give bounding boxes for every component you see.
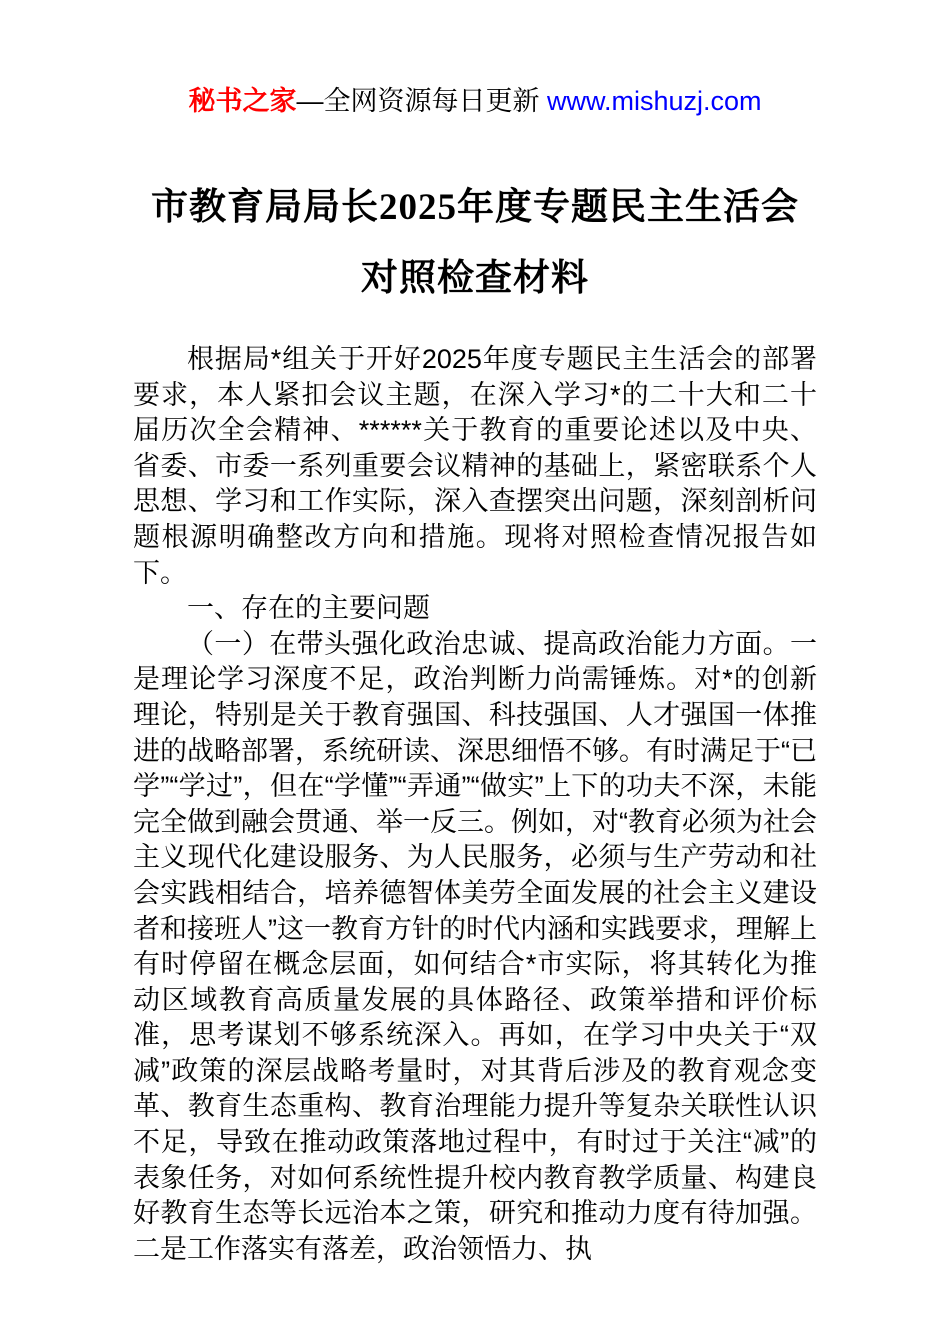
header-url-link[interactable]: www.mishuzj.com xyxy=(546,86,762,116)
document-title-line1: 市教育局局长2025年度专题民主生活会 xyxy=(151,187,799,228)
paragraph-political-loyalty-section: （一）在带头强化政治忠诚、提高政治能力方面。一是理论学习深度不足，政治判断力尚需锤炼。对*的创新理论，特别是关于教育强国、科技强国、人才强国一体推进的战略部署，系统研读、深思细悟不够。有时满足于“已学”“学过”，但在“学懂”“弄通”“做实”上下的功夫不深，未能完全做到融会贯通、举一反三。例如，对“教育必须为社会主义现代化建设服务、为人民服务，必须与生产劳动和社会实践相结合，培养德智体美劳全面发展的社会主义建设者和接班人”这一教育方针的时代内涵和实践要求，理解上有时停留在概念层面，如何结合*市实际，将其转化为推动区域教育高质量发展的具体路径、政策举措和评价标准，思考谋划不够系统深入。再如，在学习中央关于“双减”政策的深层战略考量时，对其背后涉及的教育观念变革、教育生态重构、教育治理能力提升等复杂关联性认识不足，导致在推动政策落地过程中，有时过于关注“减”的表象任务，对如何系统性提升校内教育教学质量、构建良好教育生态等长远治本之策，研究和推动力度有待加强。二是工作落实有落差，政治领悟力、执 xyxy=(133,628,817,1264)
document-body xyxy=(133,342,817,1267)
document-title xyxy=(0,172,950,314)
header-tagline: —全网资源每日更新 xyxy=(296,86,547,116)
paragraph-intro: 根据局*组关于开好2025年度专题民主生活会的部署要求，本人紧扣会议主题，在深入学习*的二十大和二十届历次全会精神、******关于教育的重要论述以及中央、省委、市委一系列重要会议精神的基础上，紧密联系个人思想、学习和工作实际，深入查摆突出问题，深刻剖析问题根源明确整改方向和措施。现将对照检查情况报告如下。 xyxy=(133,344,817,588)
document-title-line2: 对照检查材料 xyxy=(361,258,589,299)
section-heading-main-problems: 一、存在的主要问题 xyxy=(187,593,430,624)
brand-name: 秘书之家 xyxy=(188,86,297,116)
watermark-header xyxy=(0,0,950,116)
